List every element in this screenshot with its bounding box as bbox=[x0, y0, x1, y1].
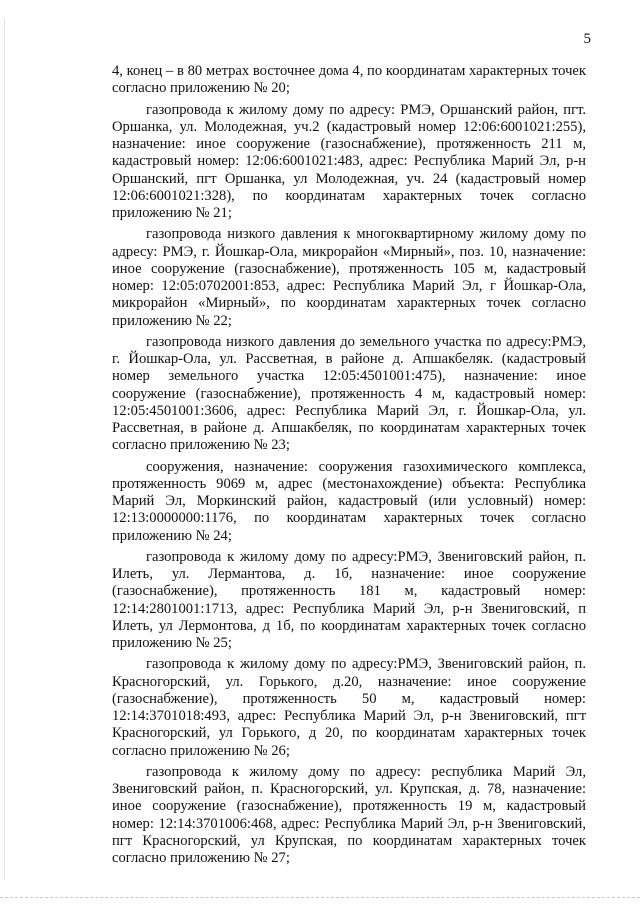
paragraph-item-25: газопровода к жилому дому по адресу:РМЭ, Звениговский район, п. Илеть, ул. Лермантова, д. 1б, назначение: иное сооружение (газоснабжение), протяженность 181 м, кадастровый номер: 12:14:2801001:1713, адрес: Республика Марий Эл, р-н Звениговский, п Илеть, ул Лермонтова, д 1б, по координатам характерных точек согласно приложению № 25; bbox=[112, 548, 586, 651]
paragraph-item-26: газопровода к жилому дому по адресу:РМЭ, Звениговский район, п. Красногорский, ул. Горького, д.20, назначение: иное сооружение (газоснабжение), протяженность 50 м, кадастровый номер: 12:14:3701018:493, адрес: Республика Марий Эл, р-н Звениговский, пгт Красногорский, ул Горького, д 20, по координатам характерных точек согласно приложению № 26; bbox=[112, 656, 586, 759]
document-body bbox=[112, 63, 586, 871]
paragraph-item-23: газопровода низкого давления до земельного участка по адресу:РМЭ, г. Йошкар-Ола, ул. Рассветная, в районе д. Апшакбеляк. (кадастровый номер земельного участка 12:05:4501001:475), назначение: иное сооружение (газоснабжение), протяженность 4 м, кадастровый номер: 12:05:4501001:3606, адрес: Республика Марий Эл, г. Йошкар-Ола, ул. Рассветная, в районе д. Апшакбеляк, по координатам характерных точек согласно приложению № 23; bbox=[112, 333, 586, 454]
paragraph-item-24: сооружения, назначение: сооружения газохимического комплекса, протяженность 9069 м, адрес (местонахождение) объекта: Республика Марий Эл, Моркинский район, кадастровый (или условный) номер: 12:13:0000000:1176, по координатам характерных точек согласно приложению № 24; bbox=[112, 458, 586, 544]
scan-edge-bottom bbox=[0, 897, 640, 901]
paragraph-item-21: газопровода к жилому дому по адресу: РМЭ, Оршанский район, пгт. Оршанка, ул. Молодежная, уч.2 (кадастровый номер 12:06:6001021:255), назначение: иное сооружение (газоснабжение), протяженность 211 м, кадастровый номер: 12:06:6001021:483, адрес: Республика Марий Эл, р-н Оршанский, пгт Оршанка, ул Молодежная, уч. 24 (кадастровый номер 12:06:6001021:328), по координатам характерных точек согласно приложению № 21; bbox=[112, 101, 586, 221]
page-number: 5 bbox=[583, 31, 591, 47]
paragraph-item-27: газопровода к жилому дому по адресу: республика Марий Эл, Звениговский район, п. Красногорский, ул. Крупская, д. 78, назначение: иное сооружение (газоснабжение), протяженность 19 м, кадастровый номер: 12:14:3701006:468, адрес: Республика Марий Эл, р-н Звениговский, пгт Красногорский, ул Крупская, по координатам характерных точек согласно приложению № 27; bbox=[112, 763, 586, 866]
paragraph-item-22: газопровода низкого давления к многоквартирному жилому дому по адресу: РМЭ, г. Йошкар-Ола, микрорайон «Мирный», поз. 10, назначение: иное сооружение (газоснабжение), протяженность 105 м, кадастровый номер: 12:05:0702001:853, адрес: Республика Марий Эл, г Йошкар-Ола, микрорайон «Мирный», по координатам характерных точек согласно приложению № 22; bbox=[112, 226, 586, 329]
paragraph-continuation: 4, конец – в 80 метрах восточнее дома 4, по координатам характерных точек согласно приложению № 20; bbox=[112, 63, 586, 97]
scan-edge-left bbox=[4, 20, 6, 880]
